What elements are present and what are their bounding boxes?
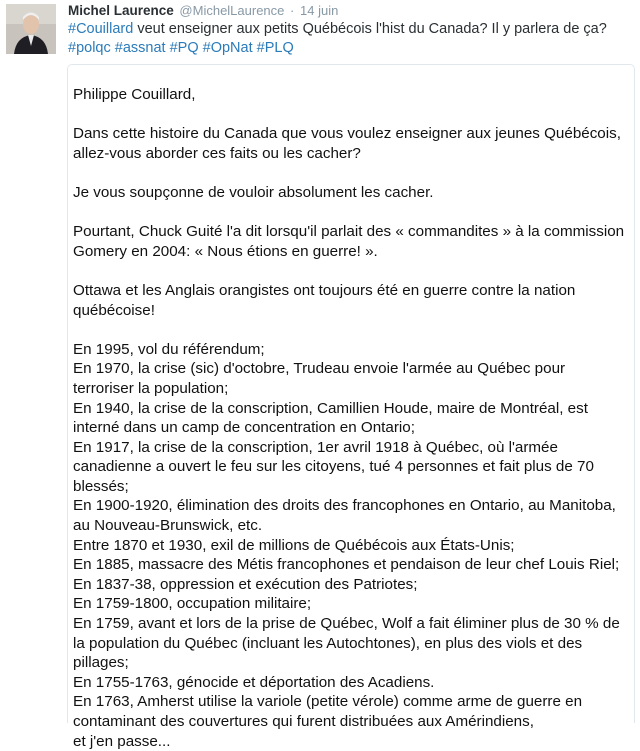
event-item: En 1759-1800, occupation militaire; <box>73 595 312 613</box>
event-item: et j'en passe... <box>73 732 171 750</box>
event-item: En 1995, vol du référendum; <box>73 340 265 358</box>
event-item: En 1837-38, oppression et exécution des Patriotes; <box>73 575 418 593</box>
hashtag-link[interactable]: #PLQ <box>256 40 294 56</box>
author-name[interactable]: Michel Laurence <box>68 3 174 18</box>
event-item: En 1763, Amherst utilise la variole (petite vérole) comme arme de guerre en contaminant des couvertures qui furent distribuées aux Amérindiens, <box>73 693 583 730</box>
hashtag-link[interactable]: #PQ <box>169 40 199 56</box>
attached-image[interactable] <box>67 64 635 750</box>
separator-dot: · <box>290 3 295 18</box>
tweet-body: veut enseigner aux petits Québécois l'hist du Canada? Il y parlera de ça? <box>133 21 607 37</box>
event-item: En 1759, avant et lors de la prise de Québec, Wolf a fait éliminer plus de 30 % de la population du Québec (incluant les Autochtones), en plus des viols et des pillages; <box>73 615 620 672</box>
event-item: En 1900-1920, élimination des droits des francophones en Ontario, au Manitoba, au Nouveau-Brunswick, etc. <box>73 497 616 535</box>
event-item: En 1755-1763, génocide et déportation des Acadiens. <box>73 673 435 691</box>
tweet-text <box>68 20 633 58</box>
letter-paragraph: Pourtant, Chuck Guité l'a dit lorsqu'il parlait des « commandites » à la commission Gomery en 2004: « Nous étions en guerre! ». <box>73 223 625 260</box>
letter-paragraph: Dans cette histoire du Canada que vous voulez enseigner aux jeunes Québécois, allez-vous aborder ces faits ou les cacher? <box>73 125 621 162</box>
tweet-date[interactable]: 14 juin <box>300 3 339 18</box>
event-item: Entre 1870 et 1930, exil de millions de Québécois aux États-Unis; <box>73 536 515 554</box>
hashtag-link[interactable]: #polqc <box>68 40 111 56</box>
events-list <box>73 340 625 751</box>
event-item: En 1940, la crise de la conscription, Camillien Houde, maire de Montréal, est interné dans un camp de concentration en Ontario; <box>73 399 588 437</box>
letter-paragraph: Ottawa et les Anglais orangistes ont toujours été en guerre contre la nation québécoise! <box>73 281 576 319</box>
hashtag-link[interactable]: #Couillard <box>68 21 134 37</box>
event-item: En 1885, massacre des Métis francophones et pendaison de leur chef Louis Riel; <box>73 556 620 574</box>
avatar[interactable] <box>6 4 56 54</box>
letter-greeting: Philippe Couillard, <box>73 86 196 103</box>
event-item: En 1970, la crise (sic) d'octobre, Trudeau envoie l'armée au Québec pour terroriser la population; <box>73 360 566 397</box>
hashtag-link[interactable]: #assnat <box>114 40 166 56</box>
event-item: En 1917, la crise de la conscription, 1er avril 1918 à Québec, où l'armée canadienne a ouvert le feu sur les citoyens, tué 4 personnes et fait plus de 70 blessés; <box>73 438 594 495</box>
letter-paragraph: Je vous soupçonne de vouloir absolument les cacher. <box>73 183 434 201</box>
tweet-header <box>68 3 338 19</box>
letter-text <box>73 85 625 751</box>
hashtag-link[interactable]: #OpNat <box>202 40 253 56</box>
author-handle[interactable]: @MichelLaurence <box>179 3 285 18</box>
avatar-image <box>6 4 56 54</box>
